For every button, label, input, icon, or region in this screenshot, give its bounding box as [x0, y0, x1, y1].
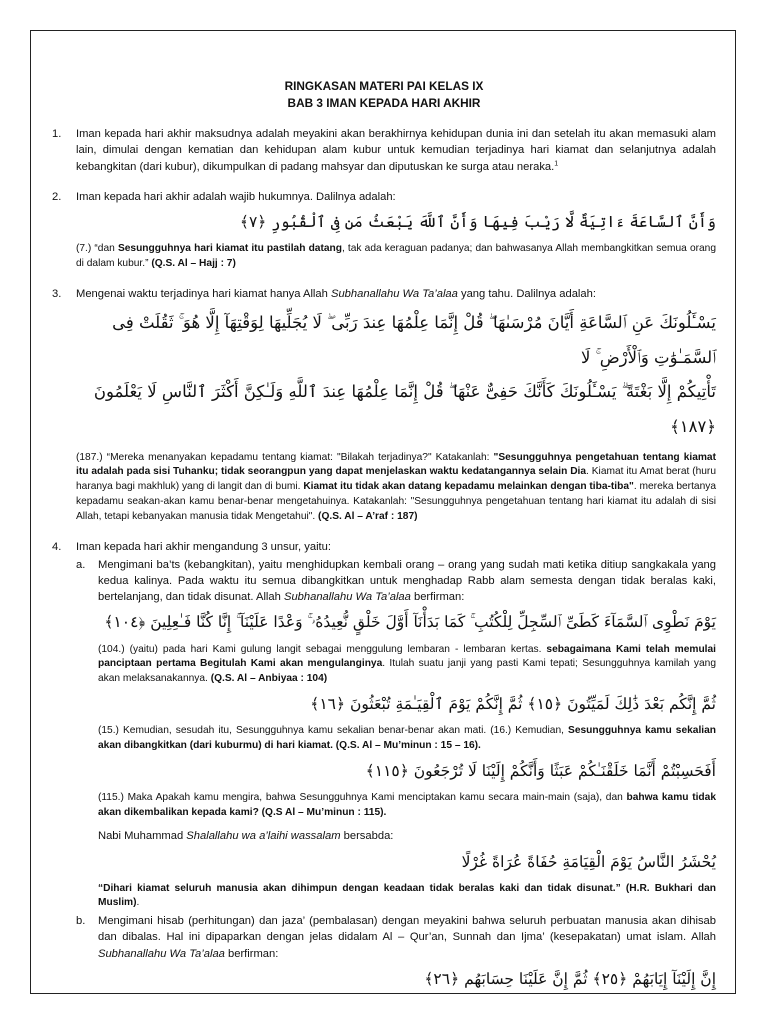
verse-number: (15.) [98, 725, 119, 737]
translation-emphasis: Sesungguhnya kamu sekalian akan dibangkitkan (dari kuburmu) di hari kiamat. [98, 725, 716, 751]
verse-translation [98, 791, 716, 821]
translation-emphasis: sebagaimana Kami telah memulai panciptaan pertama Begitulah Kami akan mengulanginya [98, 643, 716, 670]
translation-text: (yaitu) pada hari Kami gulung langit sebagai menggulung lembaran - lembaran kertas. [124, 643, 547, 655]
item-text-part: yang tahu. Dalilnya adalah: [457, 287, 596, 300]
translation-emphasis: Sesungguhnya hari kiamat itu pastilah datang [117, 243, 342, 255]
translation-text: “dan [91, 243, 118, 255]
list-item-4 [52, 539, 716, 994]
document-body [52, 78, 716, 1007]
verse-translation [76, 242, 716, 272]
arabic-verse: يَوْمَ نَطْوِى ٱلسَّمَآءَ كَطَىِّ ٱلسِّجِلِّ لِلْكُتُبِ ۚ كَمَا بَدَأْنَآ أَوَّلَ خَلْقٍ نُّعِيدُهُۥ ۚ وَعْدًا عَلَيْنَآ ۚ إِنَّا كُنَّا فَـٰعِلِينَ ﴿١٠٤﴾ [104, 613, 716, 632]
verse-number: (187.) [76, 451, 103, 463]
translation-text: “Mereka menanyakan kepadamu tentang kiamat: "Bilakah terjadinya?" Katakanlah: [102, 451, 494, 463]
sub-item-text [98, 557, 716, 606]
title-line-1: RINGKASAN MATERI PAI KELAS IX [284, 79, 484, 93]
sub-item-text-part: berfirman: [224, 947, 279, 960]
sub-item-letter: a. [76, 558, 86, 571]
verse-translation [98, 643, 716, 687]
footnote-marker: 1 [554, 159, 559, 167]
arabic-verse: وَأَنَّ ٱلسَّاعَةَ ءَاتِيَةٌ لَّا رَيْبَ فِيهَا وَأَنَّ ٱللَّهَ يَبْعَثُ مَن فِى ٱلْقُبُورِ ﴿٧﴾ [239, 213, 716, 232]
title-line-2: BAB 3 IMAN KEPADA HARI AKHIR [287, 96, 481, 111]
sub-item-text-part: Mengimani ba’ts (kebangkitan), yaitu menghidupkan kembali orang – orang yang sudah mati ketika ditiup sangkakala yang kedua kalinya. Pada waktu itu semua dibangkitkan untuk menghadap Rabb alam semesta dengan tidak beralas kaki, bertelanjang, dan tidak disunat. Allah [98, 558, 716, 604]
hadith-reference: (H.R. Bukhari dan Muslim) [98, 882, 716, 909]
document-title [52, 78, 716, 112]
verse-reference: (Q.S Al – Mu’minun : 115). [258, 806, 387, 818]
translation-text: Kemudian, sesudah itu, Sesungguhnya kamu sekalian benar-benar akan mati. (16.) Kemudian, [118, 725, 569, 737]
item-number: 4. [52, 540, 62, 553]
arabic-verse [76, 306, 716, 445]
translation-text: Maka Apakah kamu mengira, bahwa Sesungguhnya Kami menciptakan kamu secara main-main (saja), dan [123, 791, 627, 803]
arabic-verse: ثُمَّ إِنَّكُم بَعْدَ ذَٰلِكَ لَمَيِّتُونَ ﴿١٥﴾ ثُمَّ إِنَّكُمْ يَوْمَ ٱلْقِيَـٰمَةِ تُبْعَثُونَ ﴿١٦﴾ [310, 694, 716, 713]
sub-item-text-italic: Subhanallahu Wa Ta’alaa [283, 591, 411, 604]
item-number: 3. [52, 287, 62, 300]
translation-text: . Itulah suatu janji yang pasti Kami tepati; Sesungguhnya kamilah yang akan melaksanakannya. [98, 658, 716, 685]
hadith-intro-italic: Shalallahu wa a’laihi wassalam [186, 830, 341, 843]
verse-number: (104.) [98, 643, 125, 655]
arabic-verse: إِنَّ إِلَيْنَآ إِيَابَهُمْ ﴿٢٥﴾ ثُمَّ إِنَّ عَلَيْنَا حِسَابَهُم ﴿٢٦﴾ [424, 969, 716, 988]
list-item-1 [52, 126, 716, 175]
item-text: Iman kepada hari akhir mengandung 3 unsur, yaitu: [76, 540, 331, 553]
item-text-italic: Subhanallahu Wa Ta’alaa [330, 287, 458, 300]
verse-translation [76, 451, 716, 525]
verse-number: (115.) [98, 791, 124, 803]
translation-text: . Kiamat itu Amat berat (huru haranya bagi makhluk) yang di langit dan di bumi. [76, 466, 716, 493]
item-text: Iman kepada hari akhir adalah wajib hukumnya. Dalilnya adalah: [76, 190, 396, 203]
arabic-verse: أَفَحَسِبْتُمْ أَنَّمَا خَلَقْنَـٰكُمْ عَبَثًا وَأَنَّكُمْ إِلَيْنَا لَا تُرْجَعُونَ ﴿١١٥﴾ [365, 761, 716, 780]
sub-item-b [76, 913, 716, 993]
sub-item-text [98, 913, 716, 962]
arabic-hadith: يُحْشَرُ النَّاسُ يَوْمَ الْقِيَامَةِ حُفَاةً عُرَاةً غُرْلًا [461, 852, 716, 871]
translation-emphasis: bahwa kamu tidak akan dikembalikan kepada kami? [98, 791, 716, 818]
translation-emphasis: Kiamat itu tidak akan datang kepadamu melainkan dengan tiba-tiba" [303, 481, 634, 493]
arabic-verse-line-2: تَأْتِيكُمْ إِلَّا بَغْتَةً ۗ يَسْـَٔلُونَكَ كَأَنَّكَ حَفِىٌّ عَنْهَا ۖ قُلْ إِنَّمَا عِلْمُهَا عِندَ ٱللَّهِ وَلَـٰكِنَّ أَكْثَرَ ٱلنَّاسِ لَا يَعْلَمُونَ ﴿١٨٧﴾ [93, 382, 716, 436]
hadith-intro-text: Nabi Muhammad [98, 830, 187, 843]
verse-translation [98, 724, 716, 754]
translation-text: , tak ada keraguan padanya; dan bahwasanya Allah membangkitkan semua orang di dalam kubur.” [76, 243, 717, 270]
item-text [76, 286, 716, 302]
hadith-translation [98, 882, 716, 912]
sub-item-a [76, 557, 716, 911]
hadith-end: . [136, 897, 140, 909]
item-number: 1. [52, 128, 62, 141]
sub-item-text-italic: Subhanallahu Wa Ta’alaa [98, 947, 225, 960]
hadith-translation-text: “Dihari kiamat seluruh manusia akan dihimpun dengan keadaan tidak beralas kaki dan tidak disunat.” [98, 882, 621, 894]
translation-text: . mereka bertanya kepadamu seakan-akan kamu benar-benar mengetahuinya. Katakanlah: "Sesungguhnya pengetahuan tentang hari kiamat itu adalah di sisi Allah, tetapi kebanyakan manusia tidak Mengetahui". [76, 481, 716, 522]
verse-reference: (Q.S. Al – Mu’minun : 15 – 16). [332, 739, 481, 751]
hadith-intro [98, 828, 716, 844]
sub-item-letter: b. [76, 915, 86, 928]
verse-reference: (Q.S. Al – Hajj : 7) [151, 258, 236, 270]
item-text: Iman kepada hari akhir maksudnya adalah meyakini akan berakhirnya kehidupan dunia ini dan setelah itu akan memasuki alam lain, dimulai dengan kematian dan kehidupan alam kubur untuk kemudian terjadinya hari kiamat dan selanjutnya adalah kebangkitan (dari kubur), dikumpulkan di padang mahsyar dan diputuskan ke surga atau neraka. [76, 128, 716, 173]
translation-emphasis: "Sesungguhnya pengetahuan tentang kiamat itu adalah pada sisi Tuhanku; tidak seorangpun yang dapat menjelaskan waktu kedatangannya selain Dia [76, 451, 716, 478]
item-text-part: Mengenai waktu terjadinya hari kiamat hanya Allah [76, 287, 331, 300]
sub-item-text-part: Mengimani hisab (perhitungan) dan jaza’ (pembalasan) dengan meyakini bahwa seluruh perbuatan manusia akan dihisab dan dibalas. Hal ini dipaparkan dengan jelas didalam Al – Qur’an, Sunnah dan Ijma’ (kesepakatan) umat islam. Allah [98, 915, 716, 944]
list-item-2 [52, 189, 716, 272]
arabic-verse-line-1: يَسْـَٔلُونَكَ عَنِ ٱلسَّاعَةِ أَيَّانَ مُرْسَىٰهَا ۖ قُلْ إِنَّمَا عِلْمُهَا عِندَ رَبِّى ۖ لَا يُجَلِّيهَا لِوَقْتِهَآ إِلَّا هُوَ ۚ ثَقُلَتْ فِى ٱلسَّمَـٰوَٰتِ وَٱلْأَرْضِ ۚ لَا [112, 313, 716, 367]
verse-number: (7.) [76, 243, 92, 255]
verse-reference: (Q.S. Al – Anbiyaa : 104) [210, 673, 328, 685]
sub-item-text-part: berfirman: [410, 591, 465, 604]
verse-reference: (Q.S. Al – A’raf : 187) [318, 510, 418, 522]
hadith-intro-text: bersabda: [340, 830, 394, 843]
item-number: 2. [52, 190, 62, 203]
list-item-3 [52, 286, 716, 525]
